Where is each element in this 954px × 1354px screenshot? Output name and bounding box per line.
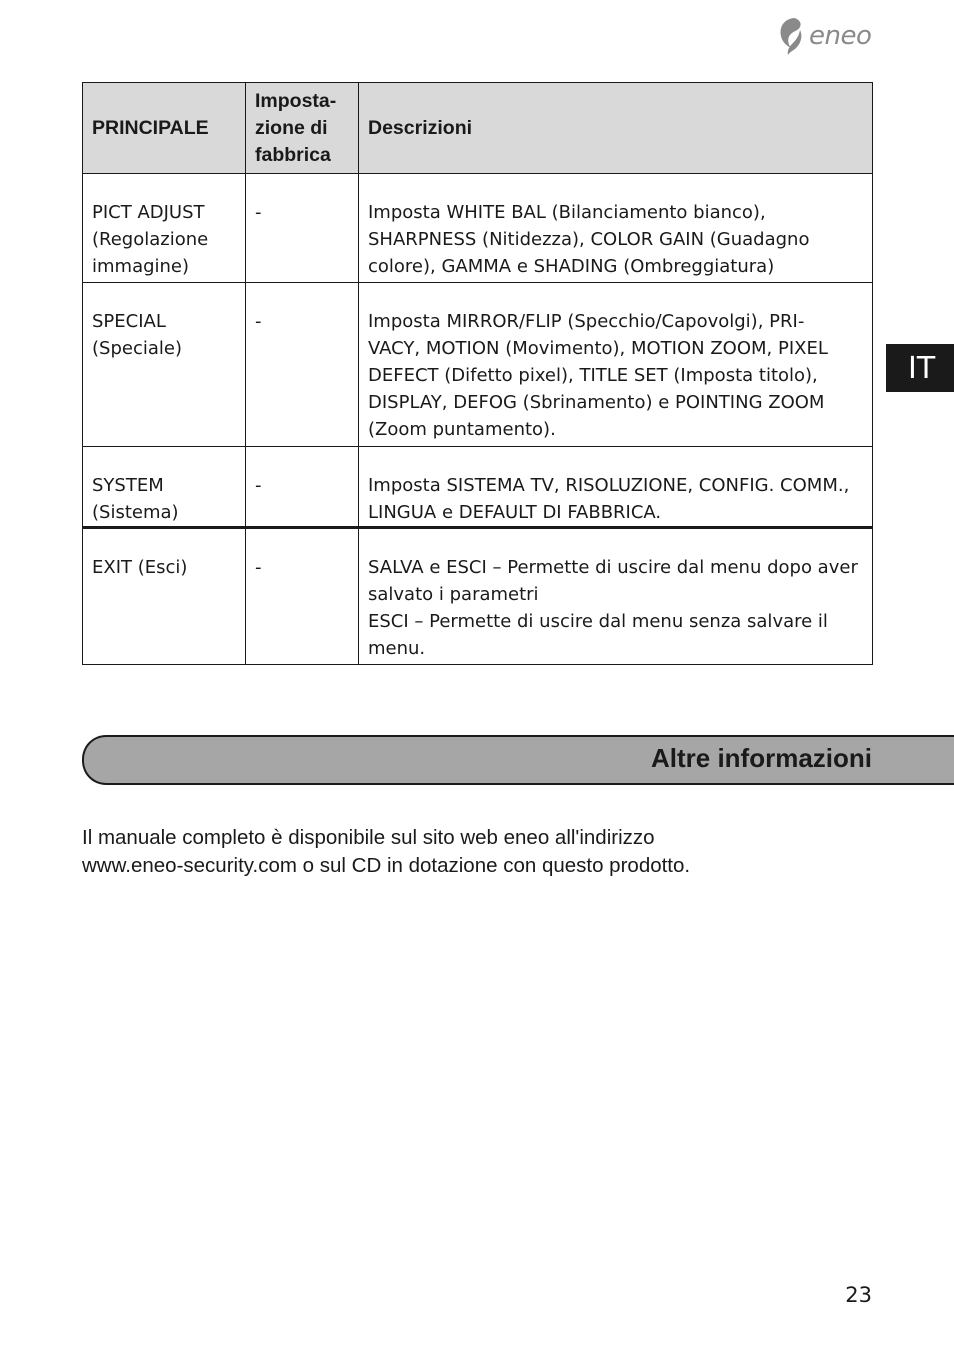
body-line-1: Il manuale completo è disponibile sul sito web eneo all'indirizzo	[82, 826, 655, 849]
table-row	[83, 174, 873, 283]
row-default: -	[246, 528, 359, 665]
eneo-swirl-logo-icon	[776, 16, 808, 56]
row-default: -	[246, 283, 359, 447]
table-row	[83, 283, 873, 447]
row-description: Imposta WHITE BAL (Bilanciamento bianco), SHARPNESS (Nitidezza), COLOR GAIN (Guadagno colore), GAMMA e SHADING (Ombreggiatura)	[359, 174, 873, 283]
menu-table	[82, 82, 873, 665]
section-title: Altre informazioni	[650, 743, 872, 773]
row-default: -	[246, 174, 359, 283]
logo-text: eneo	[809, 21, 872, 51]
table-header-row	[83, 83, 873, 174]
column-header-descriptions: Descrizioni	[359, 83, 873, 174]
row-default: -	[246, 447, 359, 528]
table-row	[83, 447, 873, 528]
column-header-principale: PRINCIPALE	[83, 83, 246, 174]
body-line-2: www.eneo-security.com o sul CD in dotazione con questo prodotto.	[82, 854, 691, 877]
row-description: Imposta SISTEMA TV, RISOLUZIONE, CONFIG. COMM., LINGUA e DEFAULT DI FABBRICA.	[359, 447, 873, 528]
page-number: 23	[845, 1283, 872, 1307]
row-name: SYSTEM (Sistema)	[83, 447, 246, 528]
row-name: EXIT (Esci)	[83, 528, 246, 665]
row-name: SPECIAL (Speciale)	[83, 283, 246, 447]
row-name: PICT ADJUST (Regolazione immagine)	[83, 174, 246, 283]
brand-logo	[776, 16, 876, 56]
row-description: SALVA e ESCI – Permette di uscire dal menu dopo aver salvato i parametri ESCI – Permette di uscire dal menu senza salvare il menu.	[359, 528, 873, 665]
language-tab: IT	[886, 344, 954, 392]
section-body	[82, 824, 882, 880]
column-header-default: Imposta- zione di fabbrica	[246, 83, 359, 174]
row-description: Imposta MIRROR/FLIP (Specchio/Capovolgi), PRI- VACY, MOTION (Movimento), MOTION ZOOM, PIXEL DEFECT (Difetto pixel), TITLE SET (Imposta titolo), DISPLAY, DEFOG (Sbrinamento) e POINTING ZOOM (Zoom puntamento).	[359, 283, 873, 447]
table-row	[83, 528, 873, 665]
